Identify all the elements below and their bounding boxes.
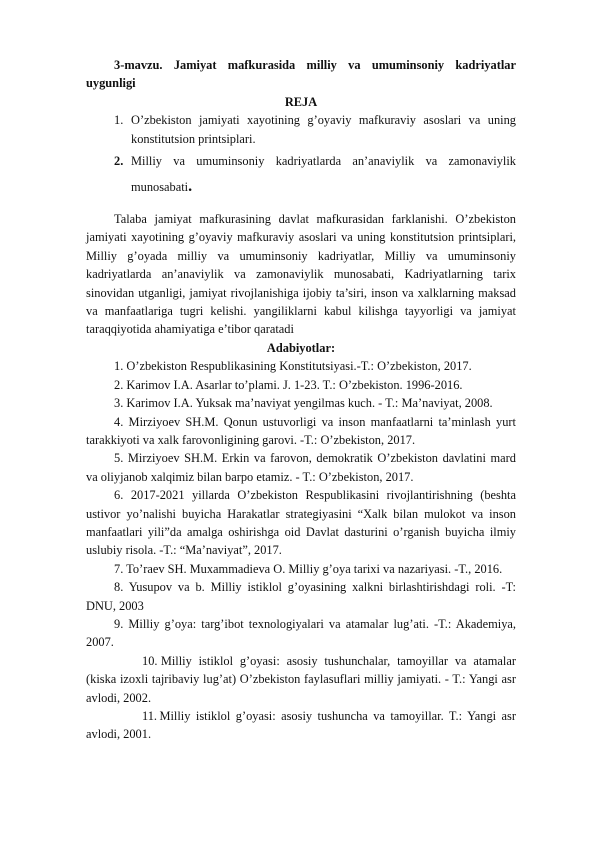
document-page <box>86 56 516 744</box>
reference-item <box>86 578 516 615</box>
reference-item <box>86 486 516 560</box>
reference-item <box>86 449 516 486</box>
reference-text: Mirziyoev SH.M. Qonun ustuvorligi va inson manfaatlarni ta’minlash yurt tarakkiyoti va xalk farovonligining garovi. -T.: O’zbekiston, 2017. <box>86 414 516 447</box>
reference-number: 7. <box>114 561 124 576</box>
reference-text: O’zbekiston Respublikasining Konstitutsiyasi.-T.: O’zbekiston, 2017. <box>126 359 472 374</box>
reference-item <box>86 560 516 578</box>
reference-number: 2. <box>114 377 124 392</box>
plan-item <box>86 148 516 200</box>
plan-item-text: O’zbekiston jamiyati xayotining g’oyaviy mafkuraviy asoslari va uning konstitutsion printsiplari. <box>131 113 516 146</box>
reference-number: 6. <box>114 488 124 503</box>
spacer <box>86 200 516 210</box>
reference-item <box>86 707 516 744</box>
reference-item <box>86 652 516 707</box>
reference-item <box>86 413 516 450</box>
description-paragraph: Talaba jamiyat mafkurasining davlat mafkurasidan farklanishi. O’zbekiston jamiyati xayotining g’oyaviy mafkuraviy asoslari va uning konstitutsion printsiplari, Milliy g’oyada milliy va umuminsoniy kadriyatlar, Milliy va umuminsoniy kadriyatlarda an’anaviylik va zamonaviylik munosabati, Kadriyatlarning tarix sinovidan utganligi, jamiyat rivojlanishiga ijobiy ta’siri, inson va xalklarning maksad va manfaatlariga tugri kelishi. yangiliklarni kabul kilishga tayyorligi va jamiyat taraqqiyotida ahamiyatiga e’tibor qaratadi <box>86 212 516 337</box>
plan-heading: REJA <box>284 94 318 109</box>
reference-number: 1. <box>114 359 124 374</box>
plan-item-number: 1. <box>114 113 124 128</box>
references-heading: Adabiyotlar: <box>266 340 336 355</box>
reference-text: Yusupov va b. Milliy istiklol g’oyasining xalkni birlashtirishdagi roli. -T: DNU, 2003 <box>86 580 516 613</box>
reference-number: 8. <box>114 580 124 595</box>
reference-item <box>86 376 516 394</box>
reference-number: 11. <box>142 709 158 723</box>
reference-text: Karimov I.A. Yuksak ma’naviyat yengilmas kuch. - T.: Ma’naviyat, 2008. <box>126 396 493 411</box>
reference-text: To’raev SH. Muxammadieva O. Milliy g’oya tarixi va nazariyasi. -T., 2016. <box>126 561 503 576</box>
plan-item-number: 2. <box>114 154 124 169</box>
reference-item <box>86 357 516 375</box>
reference-number: 9. <box>114 616 124 631</box>
topic-title: 3-mavzu. Jamiyat mafkurasida milliy va umuminsoniy kadriyatlar uygunligi <box>86 58 516 91</box>
plan-item-text: Milliy va umuminsoniy kadriyatlarda an’anaviylik va zamonaviylik munosabati <box>131 154 516 195</box>
plan-item <box>86 111 516 148</box>
reference-text: 2017-2021 yillarda O’zbekiston Respublikasini rivojlantirishning (beshta ustivor yo’nalishi buyicha Harakatlar strategiyasini “Xalk bilan mulokot va inson manfaatlari yili”da amalga oshirishga oid Davlat dasturini o’rganish buyicha ilmiy uslubiy risola. -T.: “Ma’naviyat”, 2017. <box>86 488 516 558</box>
reference-text: Milliy g’oya: targ’ibot texnologiyalari va atamalar lug’ati. -T.: Akademiya, 2007. <box>86 616 516 650</box>
reference-text: Mirziyoev SH.M. Erkin va farovon, demokratik O’zbekiston davlatini mard va oliyjanob xalqimiz bilan barpo etamiz. - T.: O’zbekiston, 2017. <box>86 451 516 484</box>
reference-number: 4. <box>114 414 124 429</box>
reference-item <box>86 615 516 652</box>
references-list <box>86 357 516 744</box>
reference-number: 5. <box>114 451 124 466</box>
reference-number: 10. <box>142 653 158 668</box>
plan-list <box>86 111 516 200</box>
plan-item-end: . <box>188 178 193 196</box>
reference-text: Karimov I.A. Asarlar to’plami. J. 1-23. T.: O’zbekiston. 1996-2016. <box>126 377 463 392</box>
reference-item <box>86 394 516 412</box>
reference-number: 3. <box>114 396 124 411</box>
reference-text: Milliy istiklol g’oyasi: asosiy tushunchalar, tamoyillar va atamalar (kiska izoxli tajribaviy lug’at) O’zbekiston faylasuflari milliy jamiyati. - T.: Yangi asr avlodi, 2002. <box>86 653 516 705</box>
reference-text: Milliy istiklol g’oyasi: asosiy tushuncha va tamoyillar. T.: Yangi asr avlodi, 2001. <box>86 709 516 742</box>
